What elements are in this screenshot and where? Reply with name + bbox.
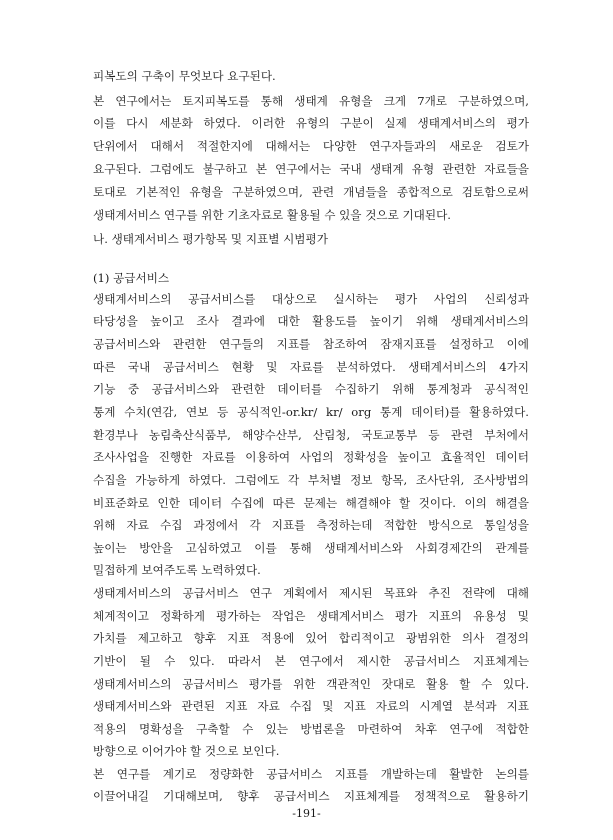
paragraph-3-line: 비표준화로 인한 데이터 수집에 따른 문제는 해결해야 할 것이다. 이의 해결을: [93, 496, 529, 510]
paragraph-4-line: 체계적이고 정확하게 평가하는 작업은 생태계서비스 평가 지표의 유용성 및: [93, 609, 529, 623]
paragraph-2-line: 생태계서비스 연구를 위한 기초자료로 활용될 수 있을 것으로 기대된다.: [93, 208, 451, 222]
paragraph-3-line: 수집을 가능하게 하였다. 그럼에도 각 부처별 정보 항목, 조사단위, 조사방법의: [93, 473, 529, 487]
paragraph-2-line: 단위에서 대해서 적절한지에 대해서는 다양한 연구자들과의 새로운 검토가: [93, 139, 529, 153]
paragraph-4-line: 가치를 제고하고 향후 지표 적용에 있어 합리적이고 광범위한 의사 결정의: [93, 631, 529, 645]
paragraph-3-line: 높이는 방안을 고심하였고 이를 통해 생태계서비스와 사회경제간의 관계를: [93, 541, 529, 555]
paragraph-4-line: 방향으로 이어가야 할 것으로 보인다.: [93, 744, 280, 758]
paragraph-3-line: 기능 중 공급서비스와 관련한 데이터를 수집하기 위해 통계청과 공식적인: [93, 382, 529, 396]
paragraph-3-line: 생태계서비스의 공급서비스를 대상으로 실시하는 평가 사업의 신뢰성과: [93, 292, 529, 306]
paragraph-3-line: 통계 수치(연감, 연보 등 공식적인-or.kr/ kr/ org 통계 데이터)를 활용하였다.: [93, 405, 529, 419]
paragraph-3-line: 공급서비스와 관련한 연구들의 지표를 참조하여 잠재지표를 설정하고 이에: [93, 337, 529, 351]
paragraph-3-line: 위해 자료 수집 과정에서 각 지표를 측정하는데 적합한 방식으로 통일성을: [93, 518, 529, 532]
paragraph-3-line: 따른 국내 공급서비스 현황 및 자료를 분석하였다. 생태계서비스의 4가지: [93, 360, 529, 374]
paragraph-2-line: 본 연구에서는 토지피복도를 통해 생태계 유형을 크게 7개로 구분하였으며,: [93, 94, 529, 108]
section-heading: 나. 생태계서비스 평가항목 및 지표별 시범평가: [93, 232, 328, 246]
paragraph-2-line: 토대로 기본적인 유형을 구분하였으며, 관련 개념들을 종합적으로 검토함으로써: [93, 185, 529, 199]
paragraph-3-line: 환경부나 농림축산식품부, 해양수산부, 산림청, 국토교통부 등 관련 부처에서: [93, 428, 529, 442]
paragraph-3-line: 조사사업을 진행한 자료를 이용하여 사업의 정확성을 높이고 효율적인 데이터: [93, 450, 529, 464]
paragraph-4-line: 생태계서비스의 공급서비스 평가를 위한 객관적인 잣대로 활용 할 수 있다.: [93, 677, 529, 691]
paragraph-4-line: 생태계서비스의 공급서비스 연구 계획에서 제시된 목표와 추진 전략에 대해: [93, 586, 529, 600]
paragraph-3-line: 밀접하게 보여주도록 노력하였다.: [93, 563, 261, 577]
paragraph-2-line: 이를 다시 세분화 하였다. 이러한 유형의 구분이 실제 생태계서비스의 평가: [93, 116, 529, 130]
paragraph-4-line: 기반이 될 수 있다. 따라서 본 연구에서 제시한 공급서비스 지표체계는: [93, 654, 529, 668]
paragraph-2-line: 요구된다. 그럼에도 불구하고 본 연구에서는 국내 생태계 유형 관련한 자료들을: [93, 162, 529, 176]
paragraph-5-line: 본 연구를 계기로 정량화한 공급서비스 지표를 개발하는데 활발한 논의를: [93, 767, 529, 781]
subsection-heading: (1) 공급서비스: [93, 271, 170, 285]
paragraph-3-line: 타당성을 높이고 조사 결과에 대한 활용도를 높이기 위해 생태계서비스의: [93, 314, 529, 328]
paragraph-4-line: 생태계서비스와 관련된 지표 자료 수집 및 지표 자료의 시계열 분석과 지표: [93, 699, 529, 713]
page-number: -191-: [292, 807, 321, 820]
paragraph-4-line: 적용의 명확성을 구축할 수 있는 방법론을 마련하여 차후 연구에 적합한: [93, 722, 529, 736]
paragraph-1-line: 피복도의 구축이 무엇보다 요구된다.: [93, 69, 276, 83]
paragraph-5-line: 이끌어내길 기대해보며, 향후 공급서비스 지표체계를 정책적으로 활용하기: [93, 789, 529, 803]
